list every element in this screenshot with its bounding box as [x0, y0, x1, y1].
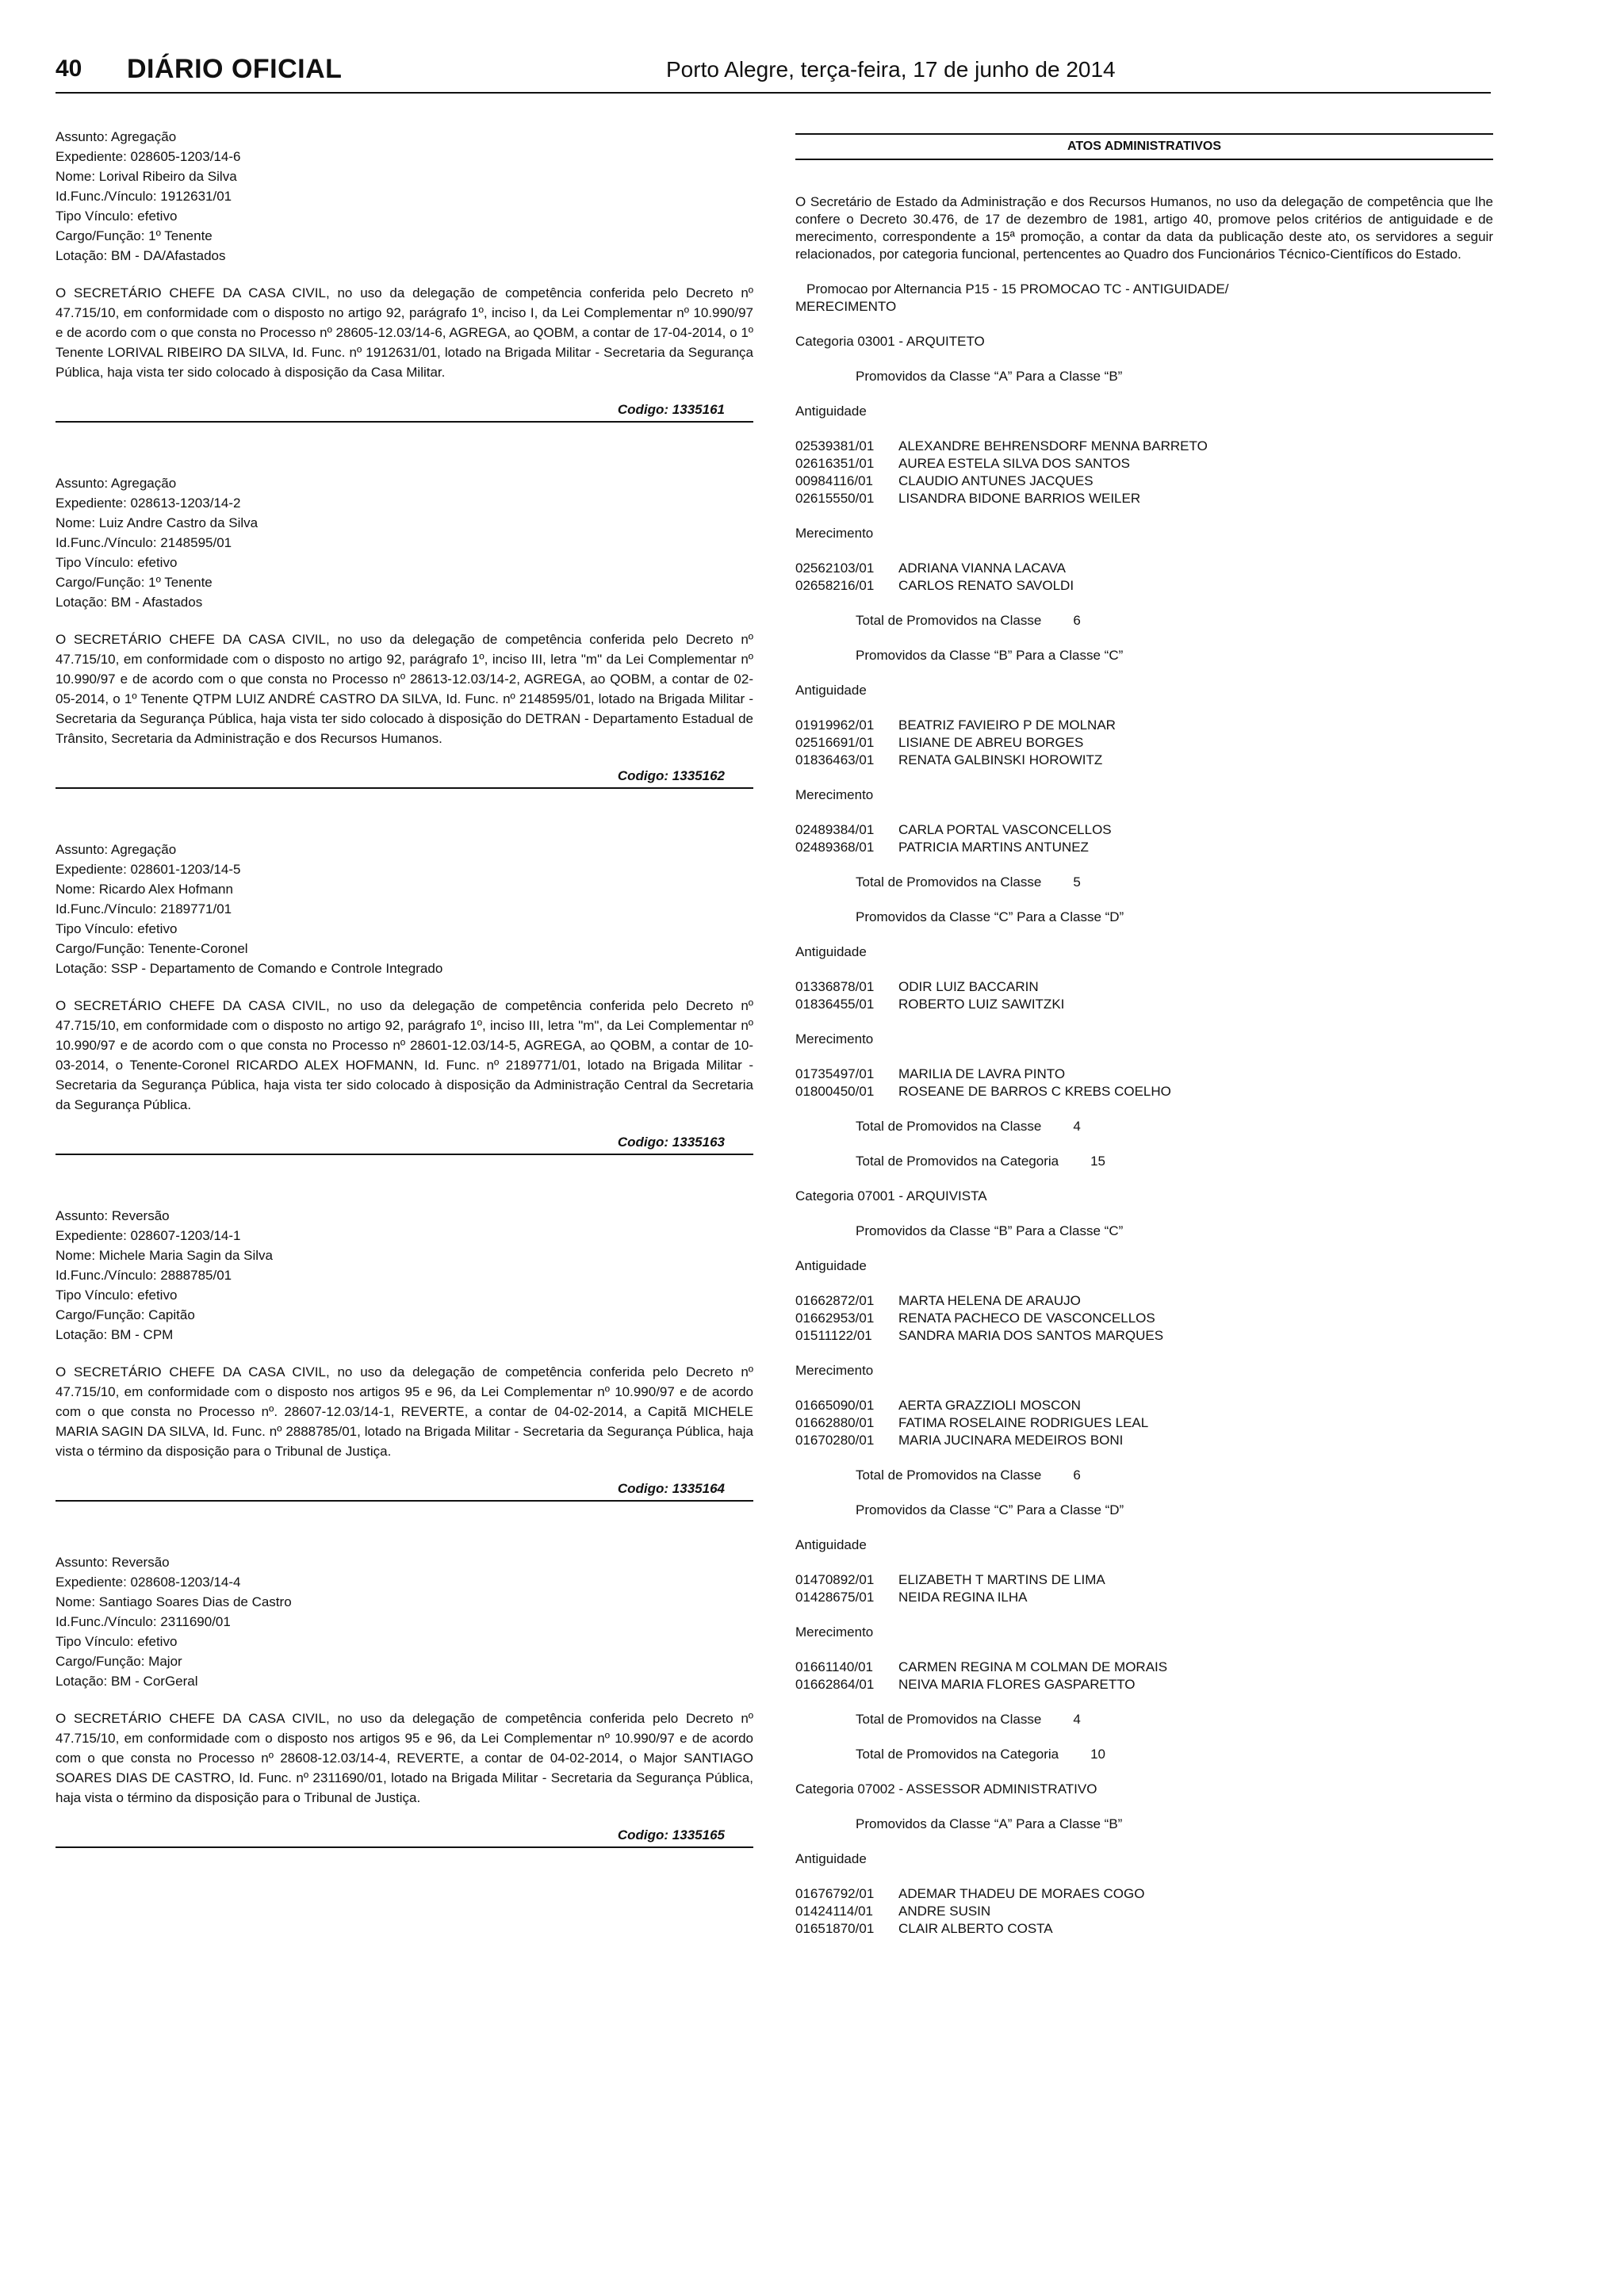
list-item — [795, 1397, 1493, 1414]
registration-id: 01670280/01 — [795, 1433, 875, 1448]
person-name: SANDRA MARIA DOS SANTOS MARQUES — [898, 1328, 1164, 1343]
meta-line: Assunto: Reversão — [56, 1555, 170, 1570]
person-name: NEIDA REGINA ILHA — [898, 1590, 1028, 1605]
person-name: PATRICIA MARTINS ANTUNEZ — [898, 840, 1089, 855]
list-item — [795, 1066, 1493, 1083]
person-name: ROBERTO LUIZ SAWITZKI — [898, 997, 1065, 1012]
person-name: CARLOS RENATO SAVOLDI — [898, 578, 1074, 593]
act-text: O SECRETÁRIO CHEFE DA CASA CIVIL, no uso da delegação de competência conferida pelo Decreto nº 47.715/10, em conformidade com o disposto nos artigos 95 e 96, da Lei Complementar nº 10.990/97 e de acordo com o que consta no Processo nº 28608-12.03/14-4, REVERTE, a contar de 04-02-2014, o Major SANTIAGO SOARES DIAS DE CASTRO, Id. Func. nº 2311690/01, lotado na Brigada Militar - Secretaria da Segurança Pública, haja vista o término da disposição para o Tribunal de Justiça. — [56, 1711, 753, 1805]
category-total-label: Total de Promovidos na Categoria — [856, 1154, 1059, 1169]
merecimento-label: Merecimento — [795, 1363, 874, 1378]
act-text: O SECRETÁRIO CHEFE DA CASA CIVIL, no uso da delegação de competência conferida pelo Decreto nº 47.715/10, em conformidade com o disposto nos artigos 95 e 96, da Lei Complementar nº 10.990/97 e de acordo com o que consta no Processo nº. 28607-12.03/14-1, REVERTE, a contar de 04-02-2014, a Capitã MICHELE MARIA SAGIN DA SILVA, Id. Func. nº 2888785/01, lotado na Brigada Militar - Secretaria da Segurança Pública, haja vista o término da disposição para o Tribunal de Justiça. — [56, 1364, 753, 1459]
meta-line: Assunto: Agregação — [56, 129, 177, 144]
registration-id: 01662880/01 — [795, 1415, 875, 1430]
person-name: CARMEN REGINA M COLMAN DE MORAIS — [898, 1659, 1168, 1674]
act-codigo: Codigo: 1335165 — [617, 1827, 725, 1843]
list-item — [795, 490, 1493, 507]
list-item — [795, 560, 1493, 577]
list-item — [795, 734, 1493, 752]
merecimento-label: Merecimento — [795, 1031, 874, 1047]
person-name: CLAIR ALBERTO COSTA — [898, 1921, 1053, 1936]
list-item — [795, 752, 1493, 769]
person-name: ODIR LUIZ BACCARIN — [898, 979, 1039, 994]
person-name: BEATRIZ FAVIEIRO P DE MOLNAR — [898, 718, 1116, 733]
registration-id: 01662872/01 — [795, 1293, 875, 1308]
act-meta — [56, 127, 753, 266]
publication-title: DIÁRIO OFICIAL — [127, 54, 343, 84]
act-block — [56, 473, 753, 789]
category-title: Categoria 07001 - ARQUIVISTA — [795, 1188, 987, 1203]
separator-line — [56, 1846, 753, 1848]
categories-list — [795, 333, 1493, 1938]
category-block — [795, 1781, 1493, 1938]
list-item — [795, 1920, 1493, 1938]
block-gap — [56, 1502, 753, 1552]
meta-line: Assunto: Reversão — [56, 1208, 170, 1223]
meta-line: Lotação: SSP - Departamento de Comando e Controle Integrado — [56, 961, 443, 976]
meta-line: Nome: Lorival Ribeiro da Silva — [56, 169, 237, 184]
registration-id: 02615550/01 — [795, 491, 875, 506]
antiguidade-label: Antiguidade — [795, 944, 867, 959]
meta-line: Expediente: 028613-1203/14-2 — [56, 496, 241, 511]
meta-line: Lotação: BM - CPM — [56, 1327, 174, 1342]
registration-id: 01735497/01 — [795, 1066, 875, 1081]
meta-line: Expediente: 028601-1203/14-5 — [56, 862, 241, 877]
class-title: Promovidos da Classe “B” Para a Classe “C” — [856, 648, 1124, 663]
class-title: Promovidos da Classe “A” Para a Classe “B” — [856, 1816, 1123, 1831]
intro-paragraph: O Secretário de Estado da Administração e dos Recursos Humanos, no uso da delegação de competência que lhe confere o Decreto 30.476, de 17 de dezembro de 1981, artigo 40, promove pelos critérios de antiguidade e de merecimento, correspondente a 15ª promoção, a contar da data da publicação deste ato, os servidores a seguir relacionados, por categoria funcional, pertencentes ao Quadro dos Funcionários Técnico-Científicos do Estado. — [795, 194, 1493, 262]
meta-line: Nome: Santiago Soares Dias de Castro — [56, 1594, 292, 1609]
act-block — [56, 127, 753, 423]
merecimento-list — [795, 1397, 1493, 1449]
person-name: AERTA GRAZZIOLI MOSCON — [898, 1398, 1081, 1413]
act-codigo: Codigo: 1335162 — [617, 768, 725, 783]
registration-id: 01662864/01 — [795, 1677, 875, 1692]
meta-line: Lotação: BM - CorGeral — [56, 1674, 198, 1689]
promotion-line-cont: MERECIMENTO — [795, 299, 897, 314]
class-title: Promovidos da Classe “C” Para a Classe “D” — [856, 909, 1124, 924]
merecimento-label: Merecimento — [795, 787, 874, 802]
registration-id: 01651870/01 — [795, 1921, 875, 1936]
meta-line: Tipo Vínculo: efetivo — [56, 209, 178, 224]
list-item — [795, 1676, 1493, 1693]
registration-id: 01661140/01 — [795, 1659, 874, 1674]
registration-id: 01836463/01 — [795, 752, 875, 767]
category-title: Categoria 07002 - ASSESSOR ADMINISTRATIVO — [795, 1781, 1097, 1797]
class-total-label: Total de Promovidos na Classe — [856, 874, 1042, 890]
list-item — [795, 839, 1493, 856]
meta-line: Cargo/Função: 1º Tenente — [56, 575, 213, 590]
meta-line: Tipo Vínculo: efetivo — [56, 555, 178, 570]
meta-line: Cargo/Função: 1º Tenente — [56, 228, 213, 243]
antiguidade-list — [795, 1292, 1493, 1345]
registration-id: 01665090/01 — [795, 1398, 875, 1413]
meta-line: Tipo Vínculo: efetivo — [56, 921, 178, 936]
page-number: 40 — [56, 55, 82, 82]
meta-line: Expediente: 028607-1203/14-1 — [56, 1228, 241, 1243]
list-item — [795, 455, 1493, 473]
category-block — [795, 1188, 1493, 1763]
registration-id: 01676792/01 — [795, 1886, 875, 1901]
page-header — [56, 54, 1491, 94]
act-block — [56, 840, 753, 1155]
merecimento-label: Merecimento — [795, 526, 874, 541]
meta-line: Nome: Michele Maria Sagin da Silva — [56, 1248, 274, 1263]
person-name: RENATA PACHECO DE VASCONCELLOS — [898, 1311, 1155, 1326]
class-total-value: 4 — [1073, 1119, 1081, 1134]
meta-line: Nome: Luiz Andre Castro da Silva — [56, 515, 259, 530]
list-item — [795, 978, 1493, 996]
merecimento-list — [795, 560, 1493, 595]
person-name: ELIZABETH T MARTINS DE LIMA — [898, 1572, 1105, 1587]
person-name: ANDRE SUSIN — [898, 1904, 991, 1919]
list-item — [795, 1083, 1493, 1100]
antiguidade-list — [795, 978, 1493, 1013]
class-total-value: 4 — [1073, 1712, 1081, 1727]
merecimento-list — [795, 821, 1493, 856]
antiguidade-list — [795, 438, 1493, 507]
person-name: MARTA HELENA DE ARAUJO — [898, 1293, 1081, 1308]
meta-line: Cargo/Função: Tenente-Coronel — [56, 941, 248, 956]
merecimento-list — [795, 1066, 1493, 1100]
meta-line: Tipo Vínculo: efetivo — [56, 1634, 178, 1649]
registration-id: 02489384/01 — [795, 822, 875, 837]
registration-id: 02489368/01 — [795, 840, 875, 855]
registration-id: 01511122/01 — [795, 1328, 872, 1343]
class-title: Promovidos da Classe “B” Para a Classe “C” — [856, 1223, 1124, 1238]
meta-line: Id.Func./Vínculo: 2311690/01 — [56, 1614, 231, 1629]
category-block — [795, 333, 1493, 1170]
person-name: LISIANE DE ABREU BORGES — [898, 735, 1084, 750]
meta-line: Expediente: 028605-1203/14-6 — [56, 149, 241, 164]
class-total — [795, 612, 1493, 629]
meta-line: Cargo/Função: Major — [56, 1654, 182, 1669]
category-total — [795, 1746, 1493, 1763]
class-total-label: Total de Promovidos na Classe — [856, 1468, 1042, 1483]
list-item — [795, 1885, 1493, 1903]
act-text: O SECRETÁRIO CHEFE DA CASA CIVIL, no uso da delegação de competência conferida pelo Decreto nº 47.715/10, em conformidade com o disposto no artigo 92, parágrafo 1º, inciso III, letra "m", da Lei Complementar nº 10.990/97 e de acordo com o que consta no Processo nº 28601-12.03/14-5, AGREGA, ao QOBM, a contar de 10-03-2014, o Tenente-Coronel RICARDO ALEX HOFMANN, Id. Func. nº 2189771/01, lotado na Brigada Militar - Secretaria da Segurança Pública, haja vista ter sido colocado à disposição da Administração Central da Secretaria da Segurança Pública. — [56, 998, 753, 1112]
category-total — [795, 1153, 1493, 1170]
list-item — [795, 821, 1493, 839]
antiguidade-label: Antiguidade — [795, 1258, 867, 1273]
registration-id: 01919962/01 — [795, 718, 875, 733]
act-block — [56, 1206, 753, 1502]
registration-id: 01424114/01 — [795, 1904, 874, 1919]
meta-line: Cargo/Função: Capitão — [56, 1307, 195, 1322]
list-item — [795, 1327, 1493, 1345]
block-gap — [56, 1155, 753, 1206]
list-item — [795, 1432, 1493, 1449]
antiguidade-list — [795, 1571, 1493, 1606]
meta-line: Id.Func./Vínculo: 2888785/01 — [56, 1268, 232, 1283]
antiguidade-list — [795, 717, 1493, 769]
meta-line: Id.Func./Vínculo: 2148595/01 — [56, 535, 232, 550]
act-text: O SECRETÁRIO CHEFE DA CASA CIVIL, no uso da delegação de competência conferida pelo Decreto nº 47.715/10, em conformidade com o disposto no artigo 92, parágrafo 1º, inciso I, da Lei Complementar nº 10.990/97 e de acordo com o que consta no Processo nº 28605-12.03/14-6, AGREGA, ao QOBM, a contar de 17-04-2014, o 1º Tenente LORIVAL RIBEIRO DA SILVA, Id. Func. nº 1912631/01, lotado na Brigada Militar - Secretaria da Segurança Pública, haja vista ter sido colocado à disposição da Casa Militar. — [56, 285, 753, 380]
class-total-value: 6 — [1073, 613, 1081, 628]
person-name: FATIMA ROSELAINE RODRIGUES LEAL — [898, 1415, 1149, 1430]
meta-line: Id.Func./Vínculo: 2189771/01 — [56, 901, 232, 916]
category-total-label: Total de Promovidos na Categoria — [856, 1747, 1059, 1762]
act-codigo: Codigo: 1335163 — [617, 1135, 725, 1150]
class-total-value: 5 — [1073, 874, 1081, 890]
person-name: RENATA GALBINSKI HOROWITZ — [898, 752, 1103, 767]
list-item — [795, 577, 1493, 595]
category-total-value: 10 — [1090, 1747, 1106, 1762]
promotion-line: Promocao por Alternancia P15 - 15 PROMOCAO TC - ANTIGUIDADE/ — [806, 281, 1229, 297]
meta-line: Assunto: Agregação — [56, 476, 177, 491]
antiguidade-label: Antiguidade — [795, 683, 867, 698]
registration-id: 01428675/01 — [795, 1590, 875, 1605]
registration-id: 01336878/01 — [795, 979, 875, 994]
left-column — [56, 127, 753, 1848]
registration-id: 01662953/01 — [795, 1311, 875, 1326]
list-item — [795, 1571, 1493, 1589]
person-name: MARIA JUCINARA MEDEIROS BONI — [898, 1433, 1124, 1448]
person-name: AUREA ESTELA SILVA DOS SANTOS — [898, 456, 1130, 471]
registration-id: 01800450/01 — [795, 1084, 875, 1099]
list-item — [795, 1589, 1493, 1606]
merecimento-label: Merecimento — [795, 1624, 874, 1640]
antiguidade-label: Antiguidade — [795, 1851, 867, 1866]
person-name: ALEXANDRE BEHRENSDORF MENNA BARRETO — [898, 438, 1208, 453]
antiguidade-label: Antiguidade — [795, 404, 867, 419]
class-title: Promovidos da Classe “C” Para a Classe “D” — [856, 1502, 1124, 1517]
act-block — [56, 1552, 753, 1848]
publication-date: Porto Alegre, terça-feira, 17 de junho de 2014 — [666, 57, 1116, 82]
list-item — [795, 996, 1493, 1013]
antiguidade-label: Antiguidade — [795, 1537, 867, 1552]
class-total-value: 6 — [1073, 1468, 1081, 1483]
registration-id: 00984116/01 — [795, 473, 874, 488]
class-total-label: Total de Promovidos na Classe — [856, 1712, 1042, 1727]
antiguidade-list — [795, 1885, 1493, 1938]
registration-id: 01836455/01 — [795, 997, 875, 1012]
person-name: LISANDRA BIDONE BARRIOS WEILER — [898, 491, 1141, 506]
registration-id: 02516691/01 — [795, 735, 875, 750]
person-name: CLAUDIO ANTUNES JACQUES — [898, 473, 1094, 488]
meta-line: Lotação: BM - DA/Afastados — [56, 248, 226, 263]
list-item — [795, 473, 1493, 490]
list-item — [795, 1903, 1493, 1920]
class-total — [795, 1711, 1493, 1728]
person-name: ADEMAR THADEU DE MORAES COGO — [898, 1886, 1145, 1901]
act-codigo: Codigo: 1335164 — [617, 1481, 725, 1496]
category-total-value: 15 — [1090, 1154, 1106, 1169]
registration-id: 01470892/01 — [795, 1572, 875, 1587]
registration-id: 02658216/01 — [795, 578, 875, 593]
act-meta — [56, 473, 753, 612]
class-title: Promovidos da Classe “A” Para a Classe “B” — [856, 369, 1123, 384]
class-total — [795, 1467, 1493, 1484]
class-total-label: Total de Promovidos na Classe — [856, 1119, 1042, 1134]
act-meta — [56, 1206, 753, 1345]
block-gap — [56, 423, 753, 473]
registration-id: 02616351/01 — [795, 456, 875, 471]
registration-id: 02562103/01 — [795, 561, 875, 576]
class-total — [795, 874, 1493, 891]
meta-line: Nome: Ricardo Alex Hofmann — [56, 882, 233, 897]
person-name: ROSEANE DE BARROS C KREBS COELHO — [898, 1084, 1171, 1099]
meta-line: Assunto: Agregação — [56, 842, 177, 857]
meta-line: Expediente: 028608-1203/14-4 — [56, 1575, 241, 1590]
class-total — [795, 1118, 1493, 1135]
person-name: ADRIANA VIANNA LACAVA — [898, 561, 1066, 576]
list-item — [795, 717, 1493, 734]
person-name: NEIVA MARIA FLORES GASPARETTO — [898, 1677, 1136, 1692]
act-codigo: Codigo: 1335161 — [617, 402, 725, 417]
person-name: CARLA PORTAL VASCONCELLOS — [898, 822, 1112, 837]
act-meta — [56, 840, 753, 978]
right-column — [795, 133, 1493, 1938]
meta-line: Id.Func./Vínculo: 1912631/01 — [56, 189, 232, 204]
registration-id: 02539381/01 — [795, 438, 875, 453]
list-item — [795, 1414, 1493, 1432]
list-item — [795, 1310, 1493, 1327]
merecimento-list — [795, 1659, 1493, 1693]
list-item — [795, 1292, 1493, 1310]
meta-line: Lotação: BM - Afastados — [56, 595, 203, 610]
person-name: MARILIA DE LAVRA PINTO — [898, 1066, 1066, 1081]
block-gap — [56, 789, 753, 840]
class-total-label: Total de Promovidos na Classe — [856, 613, 1042, 628]
category-title: Categoria 03001 - ARQUITETO — [795, 334, 985, 349]
meta-line: Tipo Vínculo: efetivo — [56, 1288, 178, 1303]
act-text: O SECRETÁRIO CHEFE DA CASA CIVIL, no uso da delegação de competência conferida pelo Decreto nº 47.715/10, em conformidade com o disposto no artigo 92, parágrafo 1º, inciso III, letra "m" da Lei Complementar nº 10.990/97 e de acordo com o que consta no Processo nº 28613-12.03/14-2, AGREGA, ao QOBM, a contar de 02-05-2014, o 1º Tenente QTPM LUIZ ANDRÉ CASTRO DA SILVA, Id. Func. nº 2148595/01, lotado na Brigada Militar - Secretaria da Segurança Pública, haja vista ter sido colocado à disposição do DETRAN - Departamento Estadual de Trânsito, Secretaria da Administração e dos Recursos Humanos. — [56, 632, 753, 746]
act-meta — [56, 1552, 753, 1691]
list-item — [795, 438, 1493, 455]
section-title: ATOS ADMINISTRATIVOS — [795, 133, 1493, 160]
list-item — [795, 1659, 1493, 1676]
